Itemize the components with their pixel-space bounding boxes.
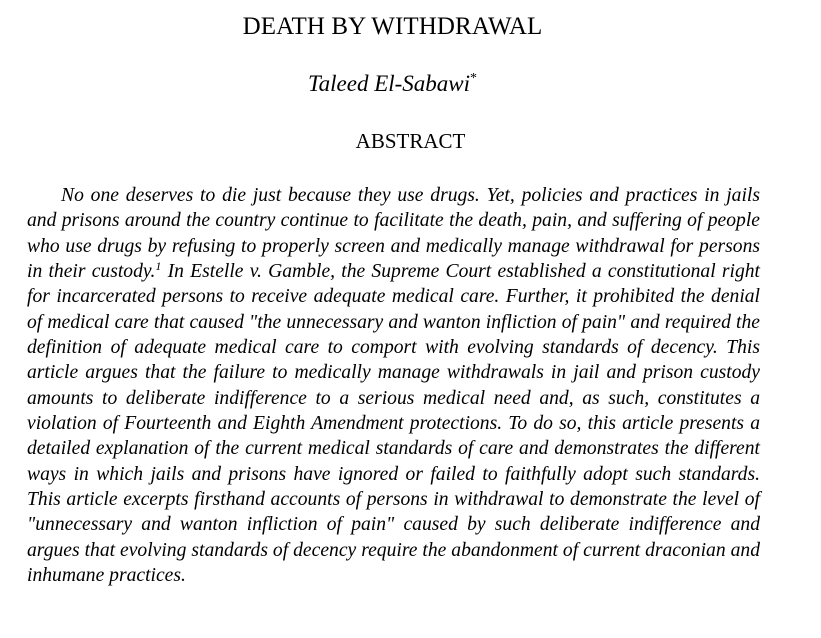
- author-name: Taleed El-Sabawi: [307, 71, 471, 96]
- abstract-text-part2: In Estelle v. Gamble, the Supreme Court established a constitutional right for incarcerated persons to receive adequate medical care. Further, it prohibited the denial of medical care that caused "the unnecessary and wanton infliction of pain" and required the definition of adequate medical care to comport with evolving standards of decency. This article argues that the failure to medically manage withdrawals in jail and prison custody amounts to deliberate indifference to a serious medical need and, as such, constitutes a violation of Fourteenth and Eighth Amendment protections. To do so, this article presents a detailed explanation of the current medical standards of care and demonstrates the different ways in which jails and prisons have ignored or failed to faithfully adopt such standards. This article excerpts firsthand accounts of persons in withdrawal to demonstrate the level of "unnecessary and wanton infliction of pain" caused by such deliberate indifference and argues that evolving standards of decency require the abandonment of current draconian and inhumane practices.: [27, 261, 760, 587]
- abstract-text-part1: No one deserves to die just because they use drugs. Yet, policies and practices in jails and prisons around the country continue to facilitate the death, pain, and suffering of people who use drugs by refusing to properly screen and medically manage withdrawal for persons in their custody.: [27, 185, 760, 283]
- footnote-reference-1[interactable]: 1: [155, 259, 162, 274]
- abstract-paragraph: [27, 183, 760, 589]
- author-name-line: [0, 70, 785, 98]
- abstract-heading: ABSTRACT: [355, 129, 466, 153]
- author-footnote-mark[interactable]: *: [470, 71, 478, 86]
- paper-title: DEATH BY WITHDRAWAL: [242, 13, 543, 40]
